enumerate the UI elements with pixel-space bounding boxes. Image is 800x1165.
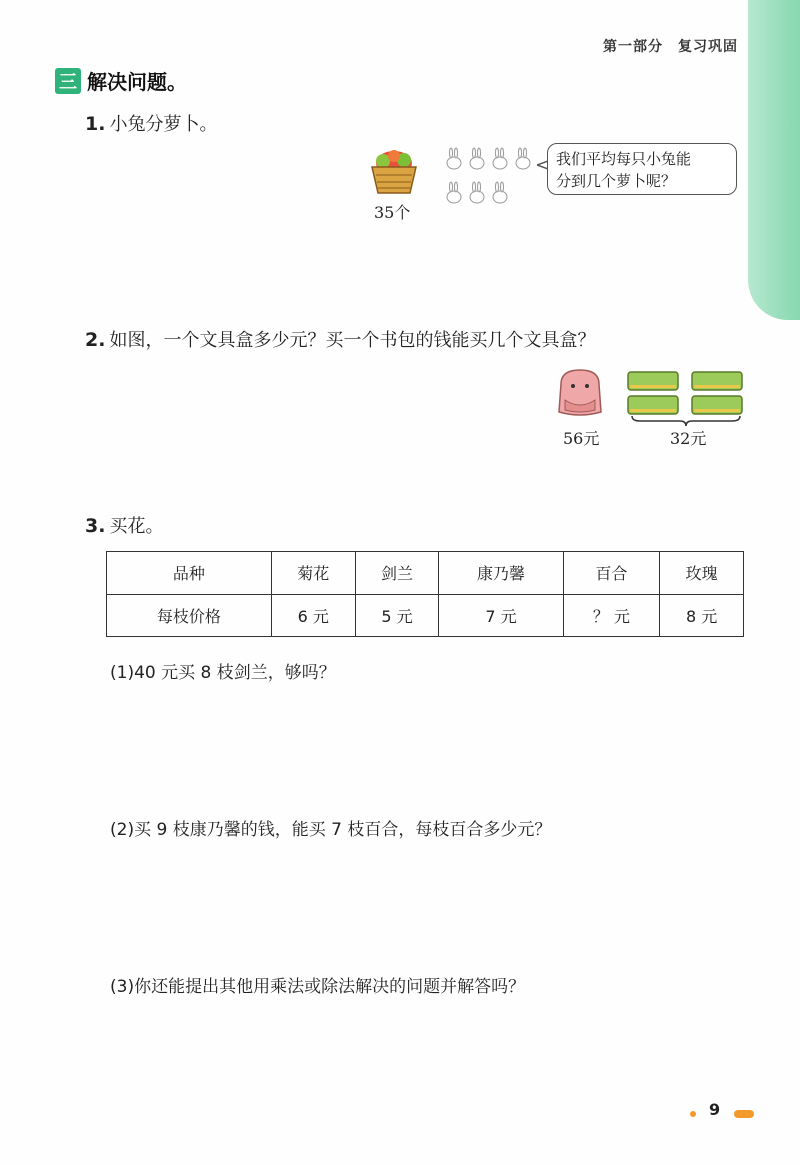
table-header-cell: 百合	[563, 552, 660, 595]
carrot-basket-icon	[368, 145, 420, 197]
side-tab-decoration	[748, 0, 800, 320]
page-number: 9	[709, 1100, 721, 1119]
table-row	[107, 594, 744, 637]
table-header-row	[107, 552, 744, 595]
speech-bubble	[547, 143, 737, 195]
sub-question-1: (1)40 元买 8 枝剑兰，够吗？	[110, 663, 336, 683]
table-header-cell: 品种	[107, 552, 272, 595]
sub-question-3: (3)你还能提出其他用乘法或除法解决的问题并解答吗？	[110, 977, 526, 997]
table-cell: 8 元	[660, 594, 744, 637]
section-title-text: 解决问题。	[87, 70, 187, 94]
footer-bar-decoration	[734, 1110, 754, 1118]
question-2	[85, 326, 595, 352]
question-3-number: 3.	[85, 515, 106, 537]
question-1-text: 小兔分萝卜。	[109, 114, 218, 135]
table-header-cell: 菊花	[271, 552, 355, 595]
table-cell: 7 元	[439, 594, 563, 637]
question-1-number: 1.	[85, 113, 106, 135]
table-header-cell: 康乃馨	[439, 552, 563, 595]
basket-label: 35个	[374, 203, 411, 222]
speech-bubble-line-1: 我们平均每只小兔能	[556, 150, 692, 168]
speech-bubble-line-2: 分到几个萝卜呢？	[556, 172, 677, 190]
section-badge: 三	[55, 68, 81, 94]
question-3-text: 买花。	[109, 516, 164, 537]
question-2-text: 如图，一个文具盒多少元？买一个书包的钱能买几个文具盒？	[109, 330, 596, 351]
table-header-cell: 剑兰	[355, 552, 439, 595]
pencil-boxes-icon	[626, 370, 744, 416]
schoolbag-icon	[553, 366, 607, 418]
table-cell: 6 元	[271, 594, 355, 637]
section-title	[55, 66, 187, 95]
question-3	[85, 512, 163, 538]
schoolbag-price-label: 56元	[563, 429, 600, 448]
table-cell: 5 元	[355, 594, 439, 637]
page-header: 第一部分 复习巩固	[603, 39, 738, 55]
table-cell: ？ 元	[563, 594, 660, 637]
question-1	[85, 110, 217, 136]
question-2-number: 2.	[85, 329, 106, 351]
pencil-boxes-price-label: 32元	[670, 429, 707, 448]
table-cell: 每枝价格	[107, 594, 272, 637]
sub-question-2: (2)买 9 枝康乃馨的钱，能买 7 枝百合，每枝百合多少元？	[110, 820, 552, 840]
footer-dot-icon	[690, 1111, 696, 1117]
rabbits-icon	[442, 145, 542, 215]
flower-price-table	[106, 551, 744, 637]
table-header-cell: 玫瑰	[660, 552, 744, 595]
